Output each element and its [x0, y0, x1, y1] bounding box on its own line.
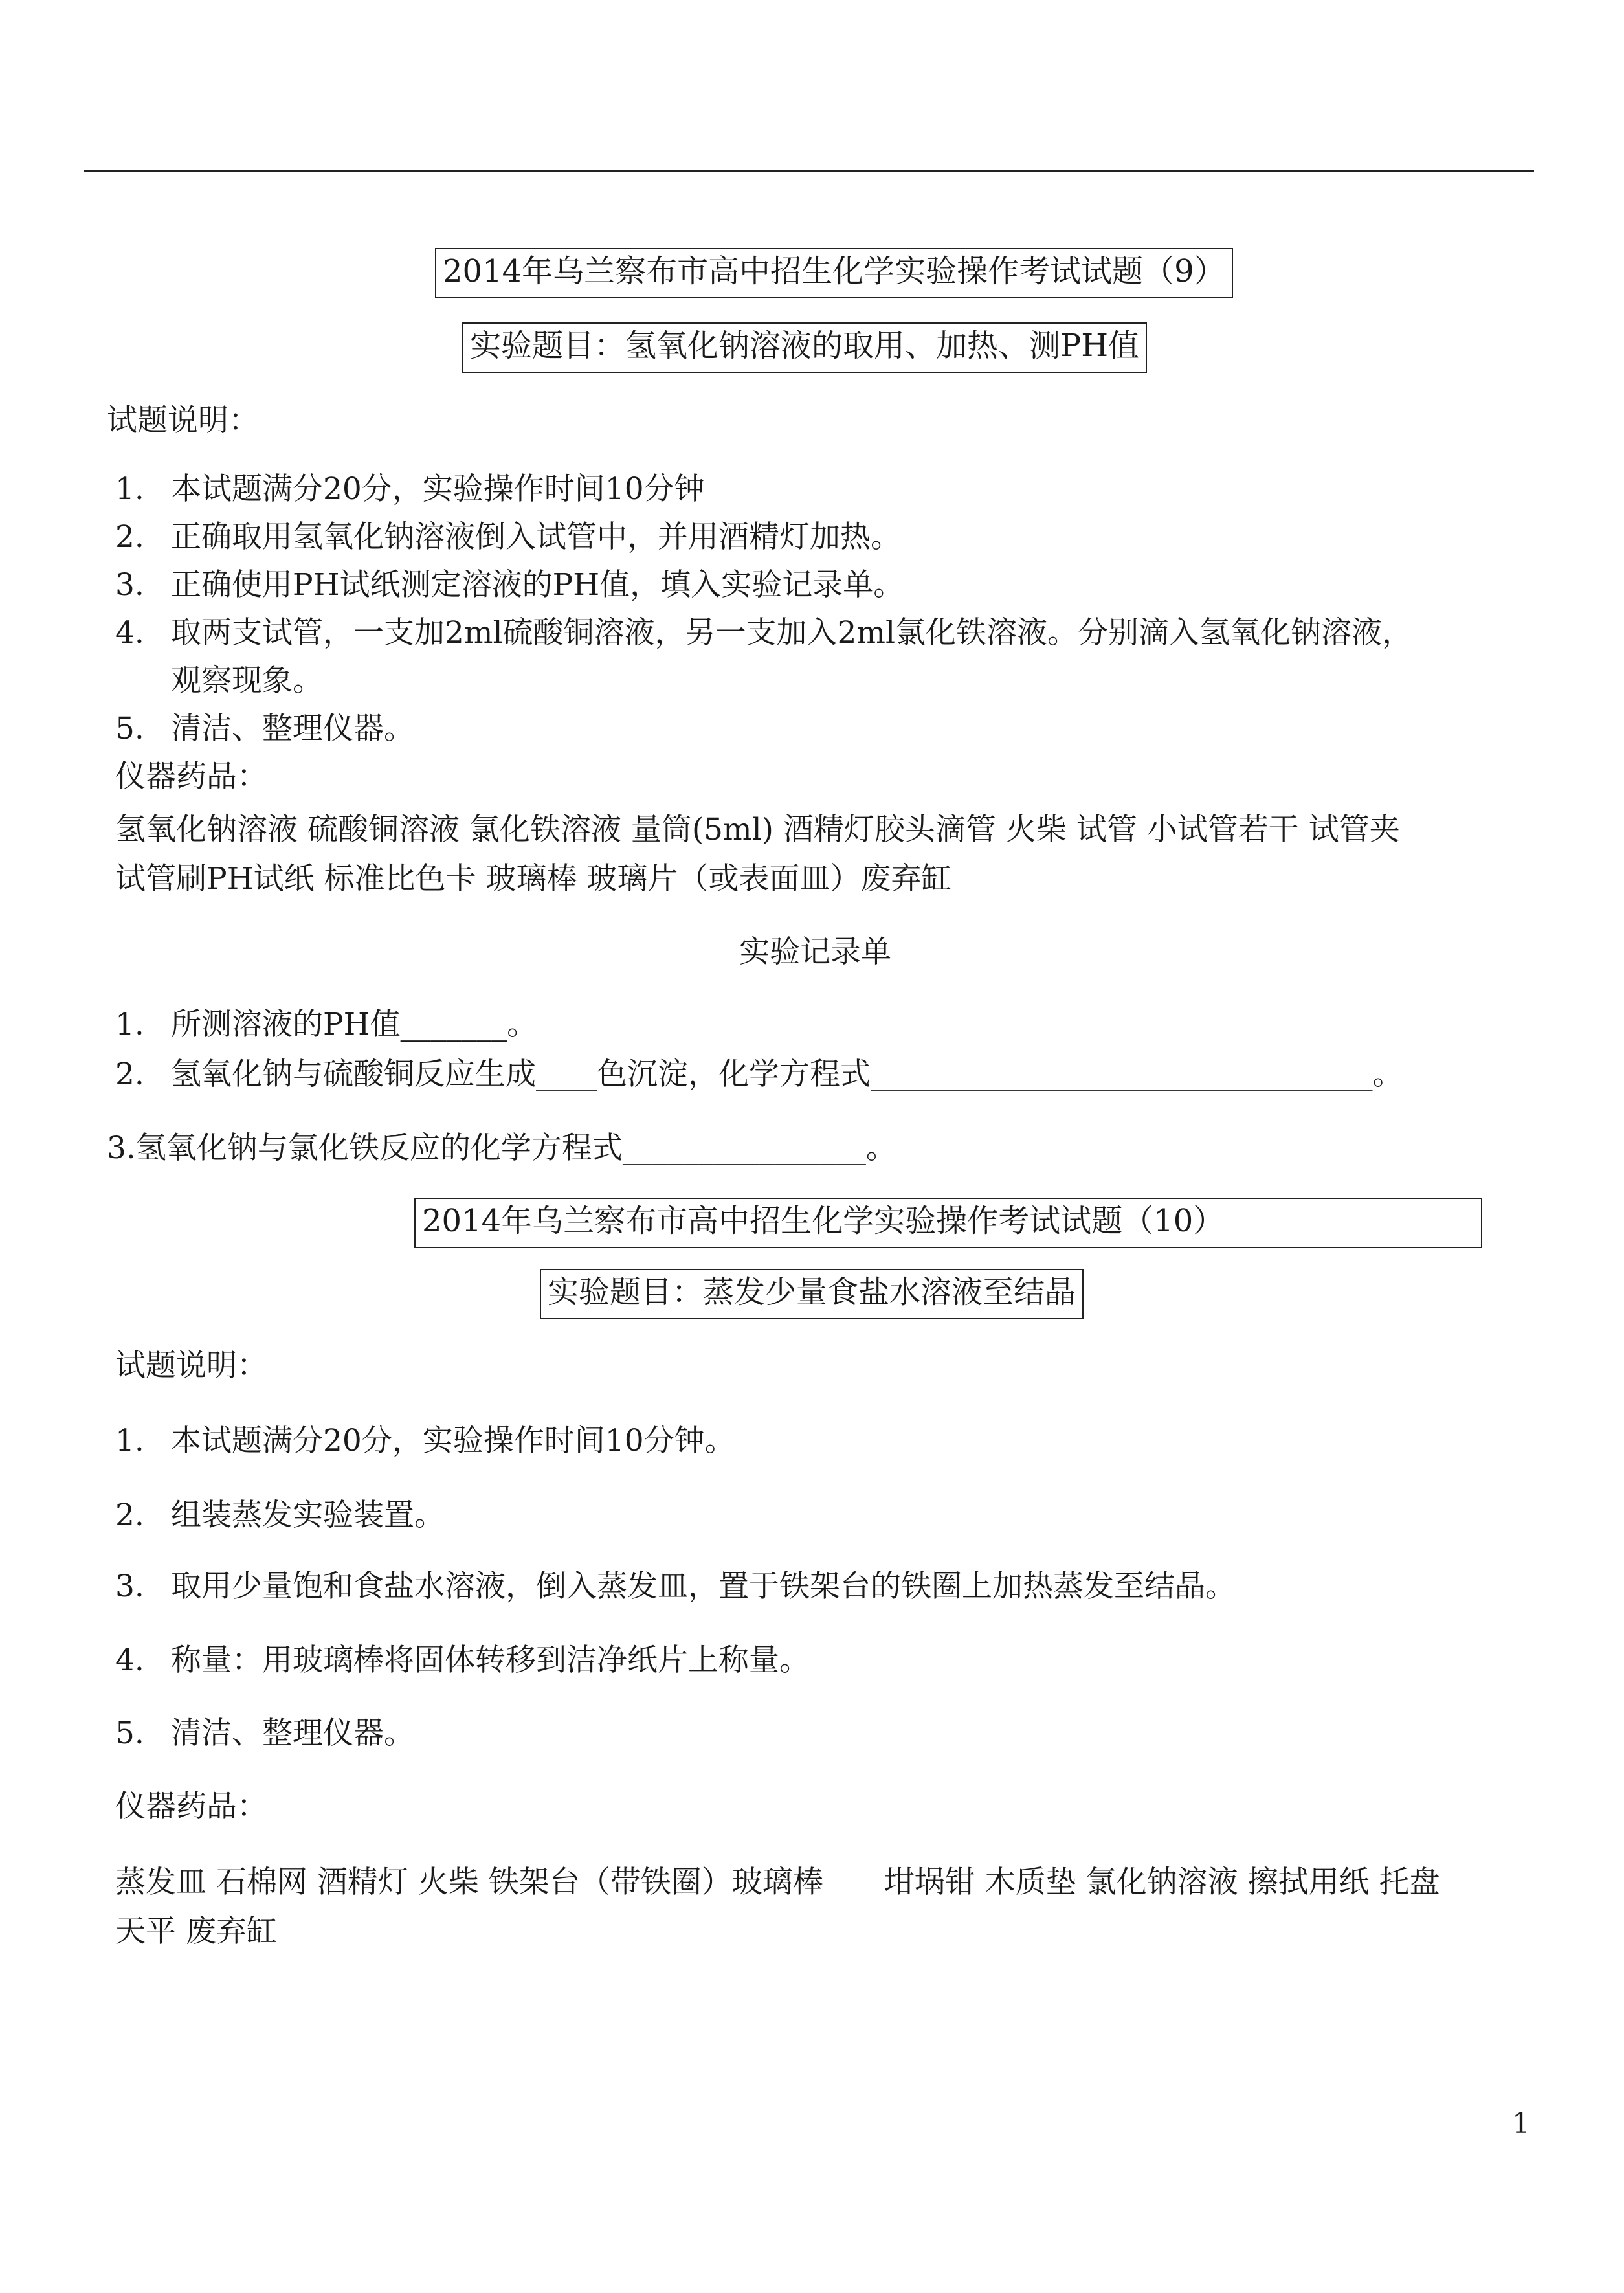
exam10-item-1	[115, 1423, 735, 1459]
exam10-title: 2014年乌兰察布市高中招生化学实验操作考试试题（10）	[414, 1198, 1482, 1248]
item-text: 正确取用氢氧化钠溶液倒入试管中，并用酒精灯加热。	[171, 519, 901, 555]
item-number: 2.	[115, 1057, 144, 1092]
exam9-item-4-cont	[115, 663, 323, 699]
item-number: 1.	[115, 1423, 144, 1459]
exam10-materials-line-1: 蒸发皿 石棉网 酒精灯 火柴 铁架台（带铁圈）玻璃棒 坩埚钳 木质垫 氯化钠溶液 擦拭用纸 托盘	[115, 1864, 1440, 1900]
item-text: 正确使用PH试纸测定溶液的PH值，填入实验记录单。	[171, 567, 904, 603]
item-number: 3.	[115, 1569, 144, 1604]
item-text: 观察现象。	[171, 663, 323, 699]
exam10-item-3	[115, 1569, 1236, 1605]
page-number: 1	[1512, 2107, 1530, 2140]
item-text: 清洁、整理仪器。	[171, 711, 414, 746]
exam10-instructions-label: 试题说明：	[115, 1348, 267, 1383]
item-number: 1.	[115, 1007, 144, 1042]
item-text: 取两支试管，一支加2ml硫酸铜溶液，另一支加入2ml氯化铁溶液。分别滴入氢氧化钠溶液，	[171, 615, 1413, 651]
item-number: 2.	[115, 1497, 144, 1533]
exam10-topic: 实验题目：蒸发少量食盐水溶液至结晶	[540, 1269, 1084, 1319]
exam10-item-4	[115, 1642, 810, 1679]
exam9-topic: 实验题目：氢氧化钠溶液的取用、加热、测PH值	[462, 322, 1147, 373]
item-number: 4.	[115, 615, 144, 651]
item-number: 5.	[115, 1716, 144, 1751]
exam9-instructions-label: 试题说明：	[107, 403, 259, 438]
item-number: 4.	[115, 1642, 144, 1678]
item-number: 5.	[115, 711, 144, 746]
exam10-materials-label: 仪器药品：	[115, 1789, 267, 1824]
item-text: 本试题满分20分，实验操作时间10分钟	[171, 471, 705, 507]
exam9-item-2	[115, 519, 901, 555]
exam9-materials-line-2: 试管刷PH试纸 标准比色卡 玻璃棒 玻璃片（或表面皿）废弃缸	[115, 861, 952, 897]
item-number: 3.	[115, 567, 144, 603]
exam9-materials-line-1: 氢氧化钠溶液 硫酸铜溶液 氯化铁溶液 量筒(5ml) 酒精灯胶头滴管 火柴 试管 小试管若干 试管夹	[115, 812, 1400, 847]
exam9-item-3	[115, 567, 904, 603]
record-item-3: 3.氢氧化钠与氯化铁反应的化学方程式________________。	[107, 1130, 896, 1166]
item-text: 取用少量饱和食盐水溶液，倒入蒸发皿，置于铁架台的铁圈上加热蒸发至结晶。	[171, 1569, 1236, 1604]
item-text: 本试题满分20分，实验操作时间10分钟。	[171, 1423, 735, 1459]
item-text: 所测溶液的PH值_______。	[171, 1007, 538, 1042]
exam10-item-2	[115, 1497, 445, 1534]
exam9-item-1	[115, 471, 705, 508]
item-number: 2.	[115, 519, 144, 555]
record-sheet-title: 实验记录单	[739, 934, 891, 970]
exam9-materials-label: 仪器药品：	[115, 759, 267, 794]
exam9-item-5	[115, 711, 414, 747]
record-item-1	[115, 1007, 537, 1043]
item-text: 组装蒸发实验装置。	[171, 1497, 445, 1533]
record-item-2	[115, 1057, 1403, 1093]
exam9-title: 2014年乌兰察布市高中招生化学实验操作考试试题（9）	[435, 248, 1233, 298]
exam10-materials-line-2: 天平 废弃缸	[115, 1914, 277, 1949]
item-text: 清洁、整理仪器。	[171, 1716, 414, 1751]
exam9-item-4	[115, 615, 1412, 651]
header-rule	[84, 170, 1534, 172]
item-text: 氢氧化钠与硫酸铜反应生成____色沉淀，化学方程式_________________________________。	[171, 1057, 1403, 1092]
exam10-item-5	[115, 1716, 414, 1752]
item-text: 称量：用玻璃棒将固体转移到洁净纸片上称量。	[171, 1642, 810, 1678]
item-number: 1.	[115, 471, 144, 507]
